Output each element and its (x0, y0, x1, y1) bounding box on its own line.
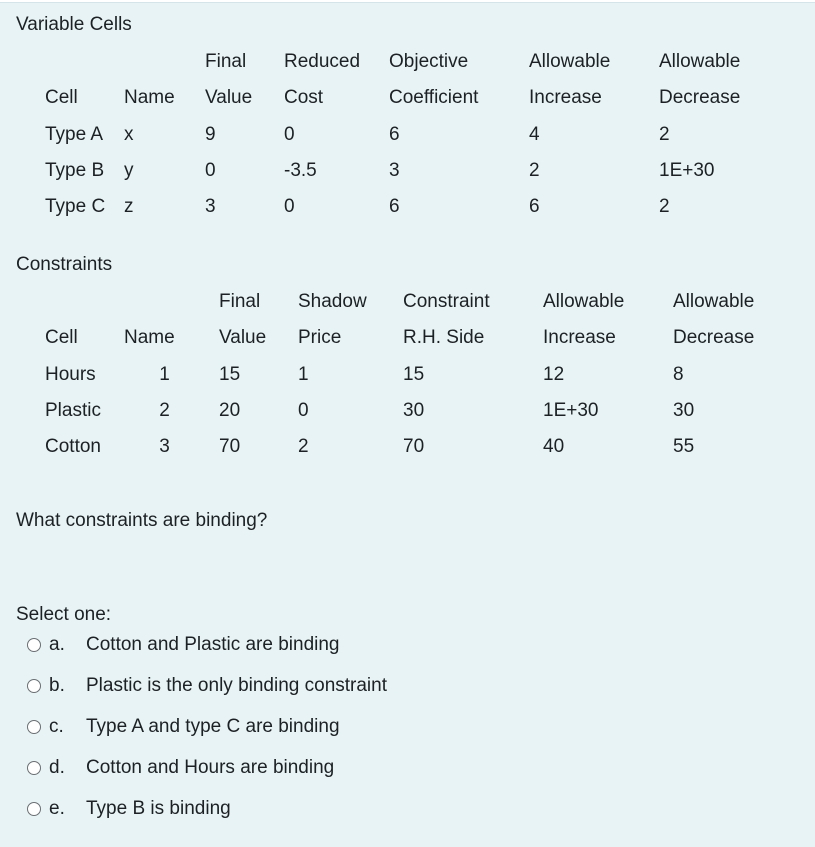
answer-option-b[interactable] (24, 665, 624, 706)
table-cell: x (124, 123, 134, 145)
table-header-row (28, 80, 759, 116)
header-cell: Decrease (673, 327, 755, 349)
header-cell (124, 284, 219, 320)
header-cell: Allowable (659, 51, 741, 73)
table-cell: 6 (389, 123, 400, 145)
radio-button[interactable] (27, 802, 41, 816)
table-header-row (28, 320, 773, 356)
table-cell: Type A (45, 123, 104, 145)
option-letter: a. (49, 633, 65, 655)
table-cell: 15 (403, 363, 425, 385)
answer-option-a[interactable] (24, 624, 624, 665)
table-cell: z (124, 196, 134, 218)
table-cell: 12 (543, 363, 565, 385)
table-row (28, 153, 759, 189)
option-letter: d. (49, 756, 65, 778)
header-cell: Decrease (659, 87, 741, 109)
header-cell: Value (205, 87, 253, 109)
header-cell: Coefficient (389, 87, 479, 109)
header-cell: Allowable (543, 291, 625, 313)
table-cell: 0 (205, 160, 216, 182)
radio-button[interactable] (27, 761, 41, 775)
table-cell: 2 (659, 196, 670, 218)
answer-option-d[interactable] (24, 747, 624, 788)
header-cell: Price (298, 327, 342, 349)
table-cell: 8 (673, 363, 684, 385)
table-cell: 6 (389, 196, 400, 218)
answer-options (24, 624, 624, 829)
table-cell: 30 (673, 400, 695, 422)
header-cell: Increase (529, 87, 602, 109)
option-letter: b. (49, 674, 65, 696)
header-cell: Value (219, 327, 267, 349)
table-cell: 70 (403, 436, 425, 458)
header-cell: Objective (389, 51, 469, 73)
table-cell: 55 (673, 436, 695, 458)
table-cell: 2 (529, 160, 540, 182)
table-cell: 1 (159, 363, 170, 385)
answer-option-e[interactable] (24, 788, 624, 829)
table-cell: Plastic (45, 400, 101, 422)
table-cell: Type C (45, 196, 106, 218)
table-cell: Type B (45, 160, 105, 182)
option-letter: c. (49, 715, 64, 737)
table-cell: 3 (205, 196, 216, 218)
table-cell: 0 (298, 400, 309, 422)
option-text[interactable]: Cotton and Plastic are binding (86, 633, 340, 655)
variable-cells-table (28, 44, 759, 225)
header-cell: Allowable (673, 291, 755, 313)
table-cell: 30 (403, 400, 425, 422)
answer-option-c[interactable] (24, 706, 624, 747)
radio-button[interactable] (27, 638, 41, 652)
table-header-row (28, 44, 759, 80)
radio-button[interactable] (27, 720, 41, 734)
header-cell: Increase (543, 327, 616, 349)
table-cell: -3.5 (284, 160, 317, 182)
table-cell: 15 (219, 363, 241, 385)
table-row (28, 429, 773, 465)
option-text[interactable]: Plastic is the only binding constraint (86, 674, 387, 696)
table-cell: 2 (159, 400, 170, 422)
table-cell: 9 (205, 123, 216, 145)
header-cell: Final (205, 51, 247, 73)
header-cell: Reduced (284, 51, 361, 73)
header-cell: R.H. Side (403, 327, 485, 349)
table-cell: 20 (219, 400, 241, 422)
table-cell: 0 (284, 123, 295, 145)
variable-cells-title: Variable Cells (16, 14, 132, 35)
question-text: What constraints are binding? (16, 510, 268, 531)
table-row (28, 117, 759, 153)
option-text[interactable]: Type A and type C are binding (86, 715, 340, 737)
header-cell (28, 284, 124, 320)
table-cell: Hours (45, 363, 96, 385)
table-row (28, 189, 759, 225)
option-text[interactable]: Cotton and Hours are binding (86, 756, 335, 778)
table-cell: 2 (298, 436, 309, 458)
table-cell: 4 (529, 123, 540, 145)
constraints-table (28, 284, 773, 465)
header-cell: Shadow (298, 291, 367, 313)
table-header-row (28, 284, 773, 320)
option-letter: e. (49, 797, 65, 819)
header-cell: Constraint (403, 291, 490, 313)
radio-button[interactable] (27, 679, 41, 693)
header-cell: Cost (284, 87, 324, 109)
table-row (28, 357, 773, 393)
table-cell: 70 (219, 436, 241, 458)
table-cell: 3 (159, 436, 170, 458)
table-cell: 6 (529, 196, 540, 218)
table-cell: y (124, 160, 134, 182)
table-cell: 3 (389, 160, 400, 182)
table-cell: 40 (543, 436, 565, 458)
header-cell: Cell (45, 87, 78, 109)
header-cell: Cell (45, 327, 78, 349)
table-cell: Cotton (45, 436, 101, 458)
table-cell: 1E+30 (543, 400, 599, 422)
table-cell: 1 (298, 363, 309, 385)
option-text[interactable]: Type B is binding (86, 797, 231, 819)
select-one-label: Select one: (16, 604, 112, 625)
header-cell (124, 44, 205, 80)
table-cell: 1E+30 (659, 160, 715, 182)
question-panel (0, 2, 815, 847)
table-cell: 0 (284, 196, 295, 218)
constraints-title: Constraints (16, 254, 113, 275)
header-cell (28, 44, 124, 80)
header-cell: Allowable (529, 51, 611, 73)
header-cell: Name (124, 87, 175, 109)
header-cell: Final (219, 291, 261, 313)
table-row (28, 393, 773, 429)
header-cell: Name (124, 327, 175, 349)
table-cell: 2 (659, 123, 670, 145)
